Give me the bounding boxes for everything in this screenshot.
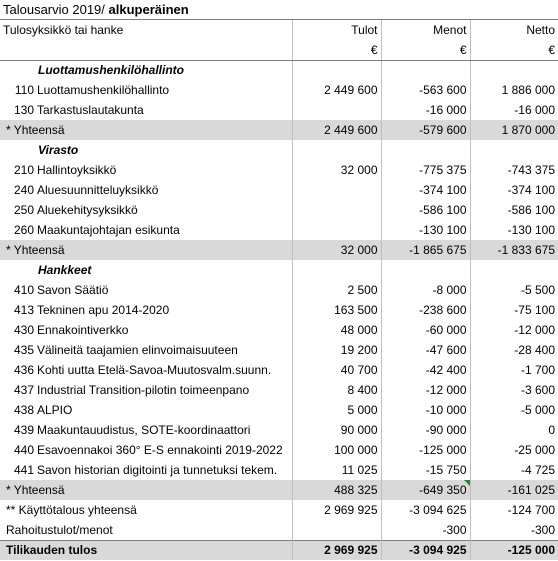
section-total-row xyxy=(0,480,558,500)
row-label: ** Käyttötalous yhteensä xyxy=(6,503,137,517)
unit-name: Savon historian digitointi ja tunnetuksi tekem. xyxy=(37,463,278,477)
tulot-value: 2 449 600 xyxy=(292,80,381,100)
netto-value: -75 100 xyxy=(470,300,558,320)
tulot-value: 40 700 xyxy=(292,360,381,380)
table-row xyxy=(0,100,558,120)
menot-value: -47 600 xyxy=(381,340,470,360)
netto-value: -161 025 xyxy=(470,480,558,500)
unit-code: 240 xyxy=(13,183,34,197)
tulot-value: 2 969 925 xyxy=(292,500,381,520)
netto-value: 0 xyxy=(470,420,558,440)
menot-value: -3 094 925 xyxy=(381,540,470,560)
row-label: Rahoitustulot/menot xyxy=(6,522,113,537)
unit-name: Aluesuunnitteluyksikkö xyxy=(37,183,159,197)
section-header xyxy=(0,140,558,160)
table-row xyxy=(0,380,558,400)
netto-value: -28 400 xyxy=(470,340,558,360)
section-header xyxy=(0,260,558,280)
table-row xyxy=(0,80,558,100)
unit-code: 430 xyxy=(13,323,34,337)
tulot-value: 2 500 xyxy=(292,280,381,300)
unit-name: Industrial Transition-pilotin toimeenpano xyxy=(37,383,250,397)
tulot-value xyxy=(292,180,381,200)
title-bold: alkuperäinen xyxy=(108,2,189,17)
tulot-value: 5 000 xyxy=(292,400,381,420)
table-row xyxy=(0,460,558,480)
section-empty xyxy=(470,140,558,160)
menot-value: -649 350 xyxy=(381,480,470,500)
tulot-value: 8 400 xyxy=(292,380,381,400)
netto-value: -3 600 xyxy=(470,380,558,400)
header-tulot: Tulot xyxy=(292,20,381,40)
unit-code: 250 xyxy=(13,203,34,217)
unit-name: Savon Säätiö xyxy=(37,283,109,297)
netto-value: -125 000 xyxy=(470,540,558,560)
netto-value: -16 000 xyxy=(470,100,558,120)
row-label: * Yhteensä xyxy=(0,240,292,260)
header-menot: Menot xyxy=(381,20,470,40)
unit-code: 440 xyxy=(13,443,34,457)
unit-name: Aluekehitysyksikkö xyxy=(37,203,138,217)
netto-value: -12 000 xyxy=(470,320,558,340)
tulot-value: 90 000 xyxy=(292,420,381,440)
section-total-row xyxy=(0,120,558,140)
menot-value: -125 000 xyxy=(381,440,470,460)
menot-value: -586 100 xyxy=(381,200,470,220)
menot-value: -300 xyxy=(381,520,470,540)
netto-value: -1 833 675 xyxy=(470,240,558,260)
budget-table xyxy=(0,20,558,560)
table-row xyxy=(0,160,558,180)
netto-value: -124 700 xyxy=(470,500,558,520)
row-label: * Yhteensä xyxy=(0,120,292,140)
tilikauden-tulos-row xyxy=(0,540,558,560)
tulot-value: 11 025 xyxy=(292,460,381,480)
sheet-title xyxy=(0,0,558,20)
table-row xyxy=(0,300,558,320)
currency-netto: € xyxy=(470,40,558,60)
rahoitus-row xyxy=(0,520,558,540)
unit-name: Tarkastuslautakunta xyxy=(37,103,144,117)
unit-code: 130 xyxy=(13,103,34,117)
menot-value: -3 094 625 xyxy=(381,500,470,520)
menot-value: -12 000 xyxy=(381,380,470,400)
section-empty xyxy=(381,60,470,80)
menot-value: -238 600 xyxy=(381,300,470,320)
menot-value: -15 750 xyxy=(381,460,470,480)
menot-value: -10 000 xyxy=(381,400,470,420)
header-netto: Netto xyxy=(470,20,558,40)
section-empty xyxy=(381,260,470,280)
menot-value: -42 400 xyxy=(381,360,470,380)
kayttotalous-row xyxy=(0,500,558,520)
section-empty xyxy=(470,60,558,80)
tulot-value: 32 000 xyxy=(292,240,381,260)
row-label: * Yhteensä xyxy=(0,480,292,500)
section-title: Hankkeet xyxy=(38,263,92,277)
unit-name: Hallintoyksikkö xyxy=(37,163,117,177)
section-total-row xyxy=(0,240,558,260)
header-row xyxy=(0,20,558,40)
tulot-value xyxy=(292,520,381,540)
table-row xyxy=(0,420,558,440)
unit-name: Esavoennakoi 360° E-S ennakointi 2019-2022 xyxy=(37,443,283,457)
unit-name: Maakuntajohtajan esikunta xyxy=(37,223,180,237)
unit-name: Ennakointiverkko xyxy=(37,323,129,337)
menot-value: -374 100 xyxy=(381,180,470,200)
table-row xyxy=(0,360,558,380)
netto-value: -130 100 xyxy=(470,220,558,240)
tulot-value: 100 000 xyxy=(292,440,381,460)
unit-code: 437 xyxy=(13,383,34,397)
unit-code: 413 xyxy=(13,303,34,317)
menot-value: -775 375 xyxy=(381,160,470,180)
menot-value: -130 100 xyxy=(381,220,470,240)
tulot-value: 2 449 600 xyxy=(292,120,381,140)
section-header xyxy=(0,60,558,80)
unit-code: 260 xyxy=(13,223,34,237)
unit-code: 439 xyxy=(13,423,34,437)
menot-value: -60 000 xyxy=(381,320,470,340)
tulot-value: 19 200 xyxy=(292,340,381,360)
netto-value: -5 500 xyxy=(470,280,558,300)
unit-code: 436 xyxy=(13,363,34,377)
netto-value: -4 725 xyxy=(470,460,558,480)
unit-name: Maakuntauudistus, SOTE-koordinaattori xyxy=(37,423,251,437)
tulot-value: 488 325 xyxy=(292,480,381,500)
unit-name: Luottamushenkilöhallinto xyxy=(37,83,170,97)
table-row xyxy=(0,440,558,460)
netto-value: -300 xyxy=(470,520,558,540)
row-label: Tilikauden tulos xyxy=(0,540,292,560)
section-title: Luottamushenkilöhallinto xyxy=(38,63,184,78)
header-label: Tulosyksikkö tai hanke xyxy=(3,23,124,37)
netto-value: -743 375 xyxy=(470,160,558,180)
netto-value: -1 700 xyxy=(470,360,558,380)
unit-code: 441 xyxy=(13,463,34,477)
unit-name: Välineitä taajamien elinvoimaisuuteen xyxy=(37,343,238,357)
tulot-value xyxy=(292,220,381,240)
unit-code: 110 xyxy=(14,83,34,97)
section-empty xyxy=(470,260,558,280)
table-row xyxy=(0,200,558,220)
currency-tulot: € xyxy=(292,40,381,60)
menot-value: -16 000 xyxy=(381,100,470,120)
table-row xyxy=(0,180,558,200)
tulot-value: 48 000 xyxy=(292,320,381,340)
netto-value: -586 100 xyxy=(470,200,558,220)
netto-value: 1 870 000 xyxy=(470,120,558,140)
menot-value: -579 600 xyxy=(381,120,470,140)
table-row xyxy=(0,280,558,300)
netto-value: -5 000 xyxy=(470,400,558,420)
section-empty xyxy=(381,140,470,160)
tulot-value: 32 000 xyxy=(292,160,381,180)
tulot-value: 2 969 925 xyxy=(292,540,381,560)
unit-code: 410 xyxy=(13,283,34,297)
table-row xyxy=(0,400,558,420)
section-empty xyxy=(292,60,381,80)
unit-code: 210 xyxy=(13,163,34,177)
menot-value: -1 865 675 xyxy=(381,240,470,260)
title-prefix: Talousarvio 2019/ xyxy=(3,2,109,17)
unit-code: 435 xyxy=(13,343,34,357)
budget-table-body xyxy=(0,20,558,560)
tulot-value xyxy=(292,100,381,120)
menot-value: -8 000 xyxy=(381,280,470,300)
section-empty xyxy=(292,140,381,160)
unit-name: ALPIO xyxy=(37,403,73,417)
tulot-value xyxy=(292,200,381,220)
menot-value: -90 000 xyxy=(381,420,470,440)
menot-value: -563 600 xyxy=(381,80,470,100)
unit-name: Tekninen apu 2014-2020 xyxy=(37,303,170,317)
table-row xyxy=(0,340,558,360)
section-empty xyxy=(292,260,381,280)
tulot-value: 163 500 xyxy=(292,300,381,320)
table-row xyxy=(0,320,558,340)
currency-menot: € xyxy=(381,40,470,60)
unit-name: Kohti uutta Etelä-Savoa-Muutosvalm.suunn. xyxy=(37,363,272,377)
table-row xyxy=(0,220,558,240)
unit-code: 438 xyxy=(13,403,34,417)
netto-value: -374 100 xyxy=(470,180,558,200)
netto-value: -25 000 xyxy=(470,440,558,460)
netto-value: 1 886 000 xyxy=(470,80,558,100)
section-title: Virasto xyxy=(38,143,79,157)
currency-row xyxy=(0,40,558,60)
